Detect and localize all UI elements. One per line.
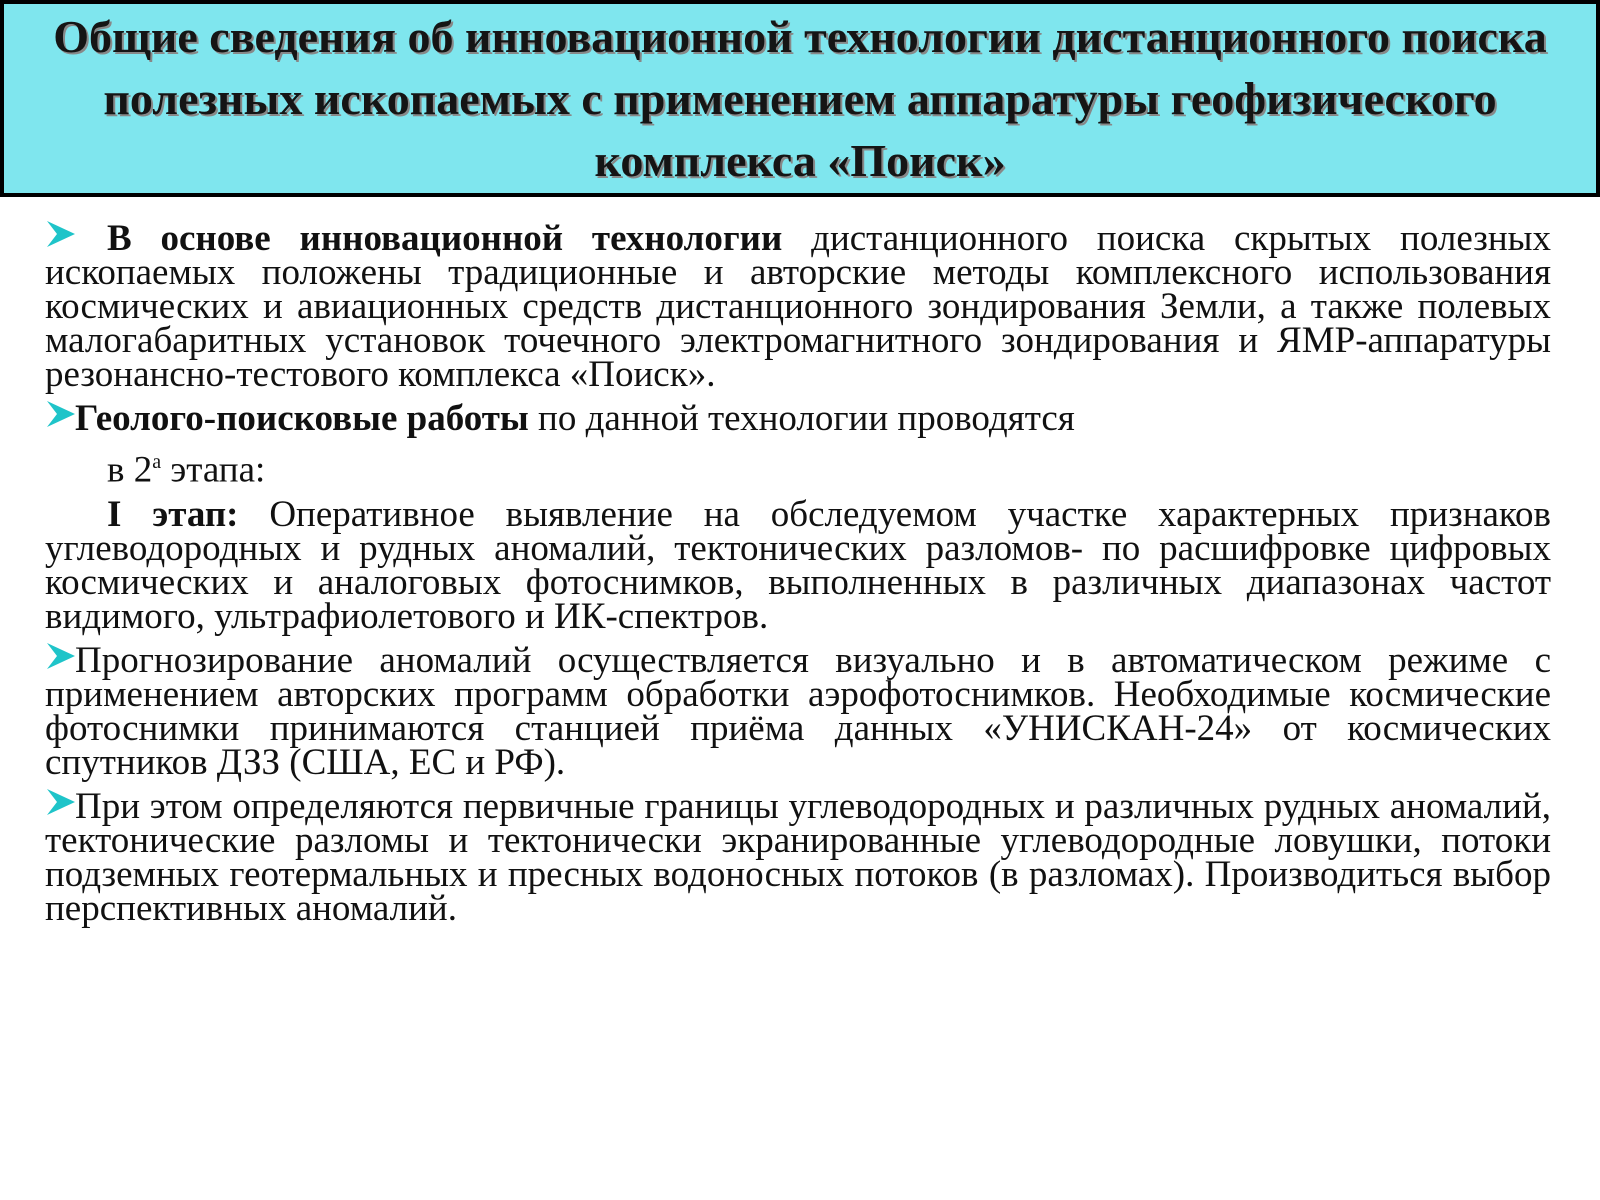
boundaries-text: При этом определяются первичные границы углеводородных и различных рудных аномалий, тектонические разломы и тектонически экранированные углеводородные ловушки, потоки подземных геотермальных и пресных водоносных потоков (в разломах). Производиться выбор перспективных аномалий. <box>45 786 1551 930</box>
works-lead: Геолого-поисковые работы <box>75 398 529 439</box>
arrow-bullet-icon <box>45 398 75 428</box>
stages-superscript: а <box>152 451 162 473</box>
basis-lead: В основе инновационной технологии <box>107 218 783 259</box>
arrow-bullet-icon <box>45 218 75 248</box>
stages-suffix: этапа: <box>161 449 266 491</box>
stage-one-lead: I этап: <box>107 494 239 536</box>
stages-prefix: в 2 <box>107 449 153 491</box>
arrow-bullet-icon <box>45 640 75 670</box>
arrow-bullet-icon <box>45 786 75 816</box>
title-banner <box>0 0 1600 197</box>
works-text: по данной технологии проводятся <box>528 398 1075 439</box>
stage-one-text: Оперативное выявление на обследуемом участке характерных признаков углеводородных и рудных аномалий, тектонических разломов- по расшифровке цифровых космических и аналоговых фотоснимков, выполненных в различных диапазонах частот видимого, ультрафиолетового и ИК-спектров. <box>45 494 1551 638</box>
stages-count-line <box>45 442 1551 490</box>
page-title: Общие сведения об инновационной технологии дистанционного поиска полезных ископаемых с применением аппаратуры геофизического комплекса «Поиск» <box>53 10 1547 186</box>
forecast-text: Прогнозирование аномалий осуществляется визуально и в автоматическом режиме с применением авторских программ обработки аэрофотоснимков. Необходимые космические фотоснимки принимаются станцией приёма данных «УНИСКАН-24» от космических спутников ДЗЗ (США, ЕС и РФ). <box>45 640 1551 784</box>
slide-body <box>45 218 1551 932</box>
paragraph-stage-one <box>45 494 1551 638</box>
basis-text: дистанционного поиска скрытых полезных ископаемых положены традиционные и авторские методы комплексного использования космических и авиационных средств дистанционного зондирования Земли, а также полевых малогабаритных установок точечного электромагнитного зондирования и ЯМР-аппаратуры резонансно-тестового комплекса «Поиск». <box>45 218 1551 395</box>
paragraph-boundaries <box>45 786 1551 930</box>
paragraph-forecast <box>45 640 1551 784</box>
paragraph-works <box>45 398 1551 439</box>
paragraph-basis <box>45 218 1551 395</box>
